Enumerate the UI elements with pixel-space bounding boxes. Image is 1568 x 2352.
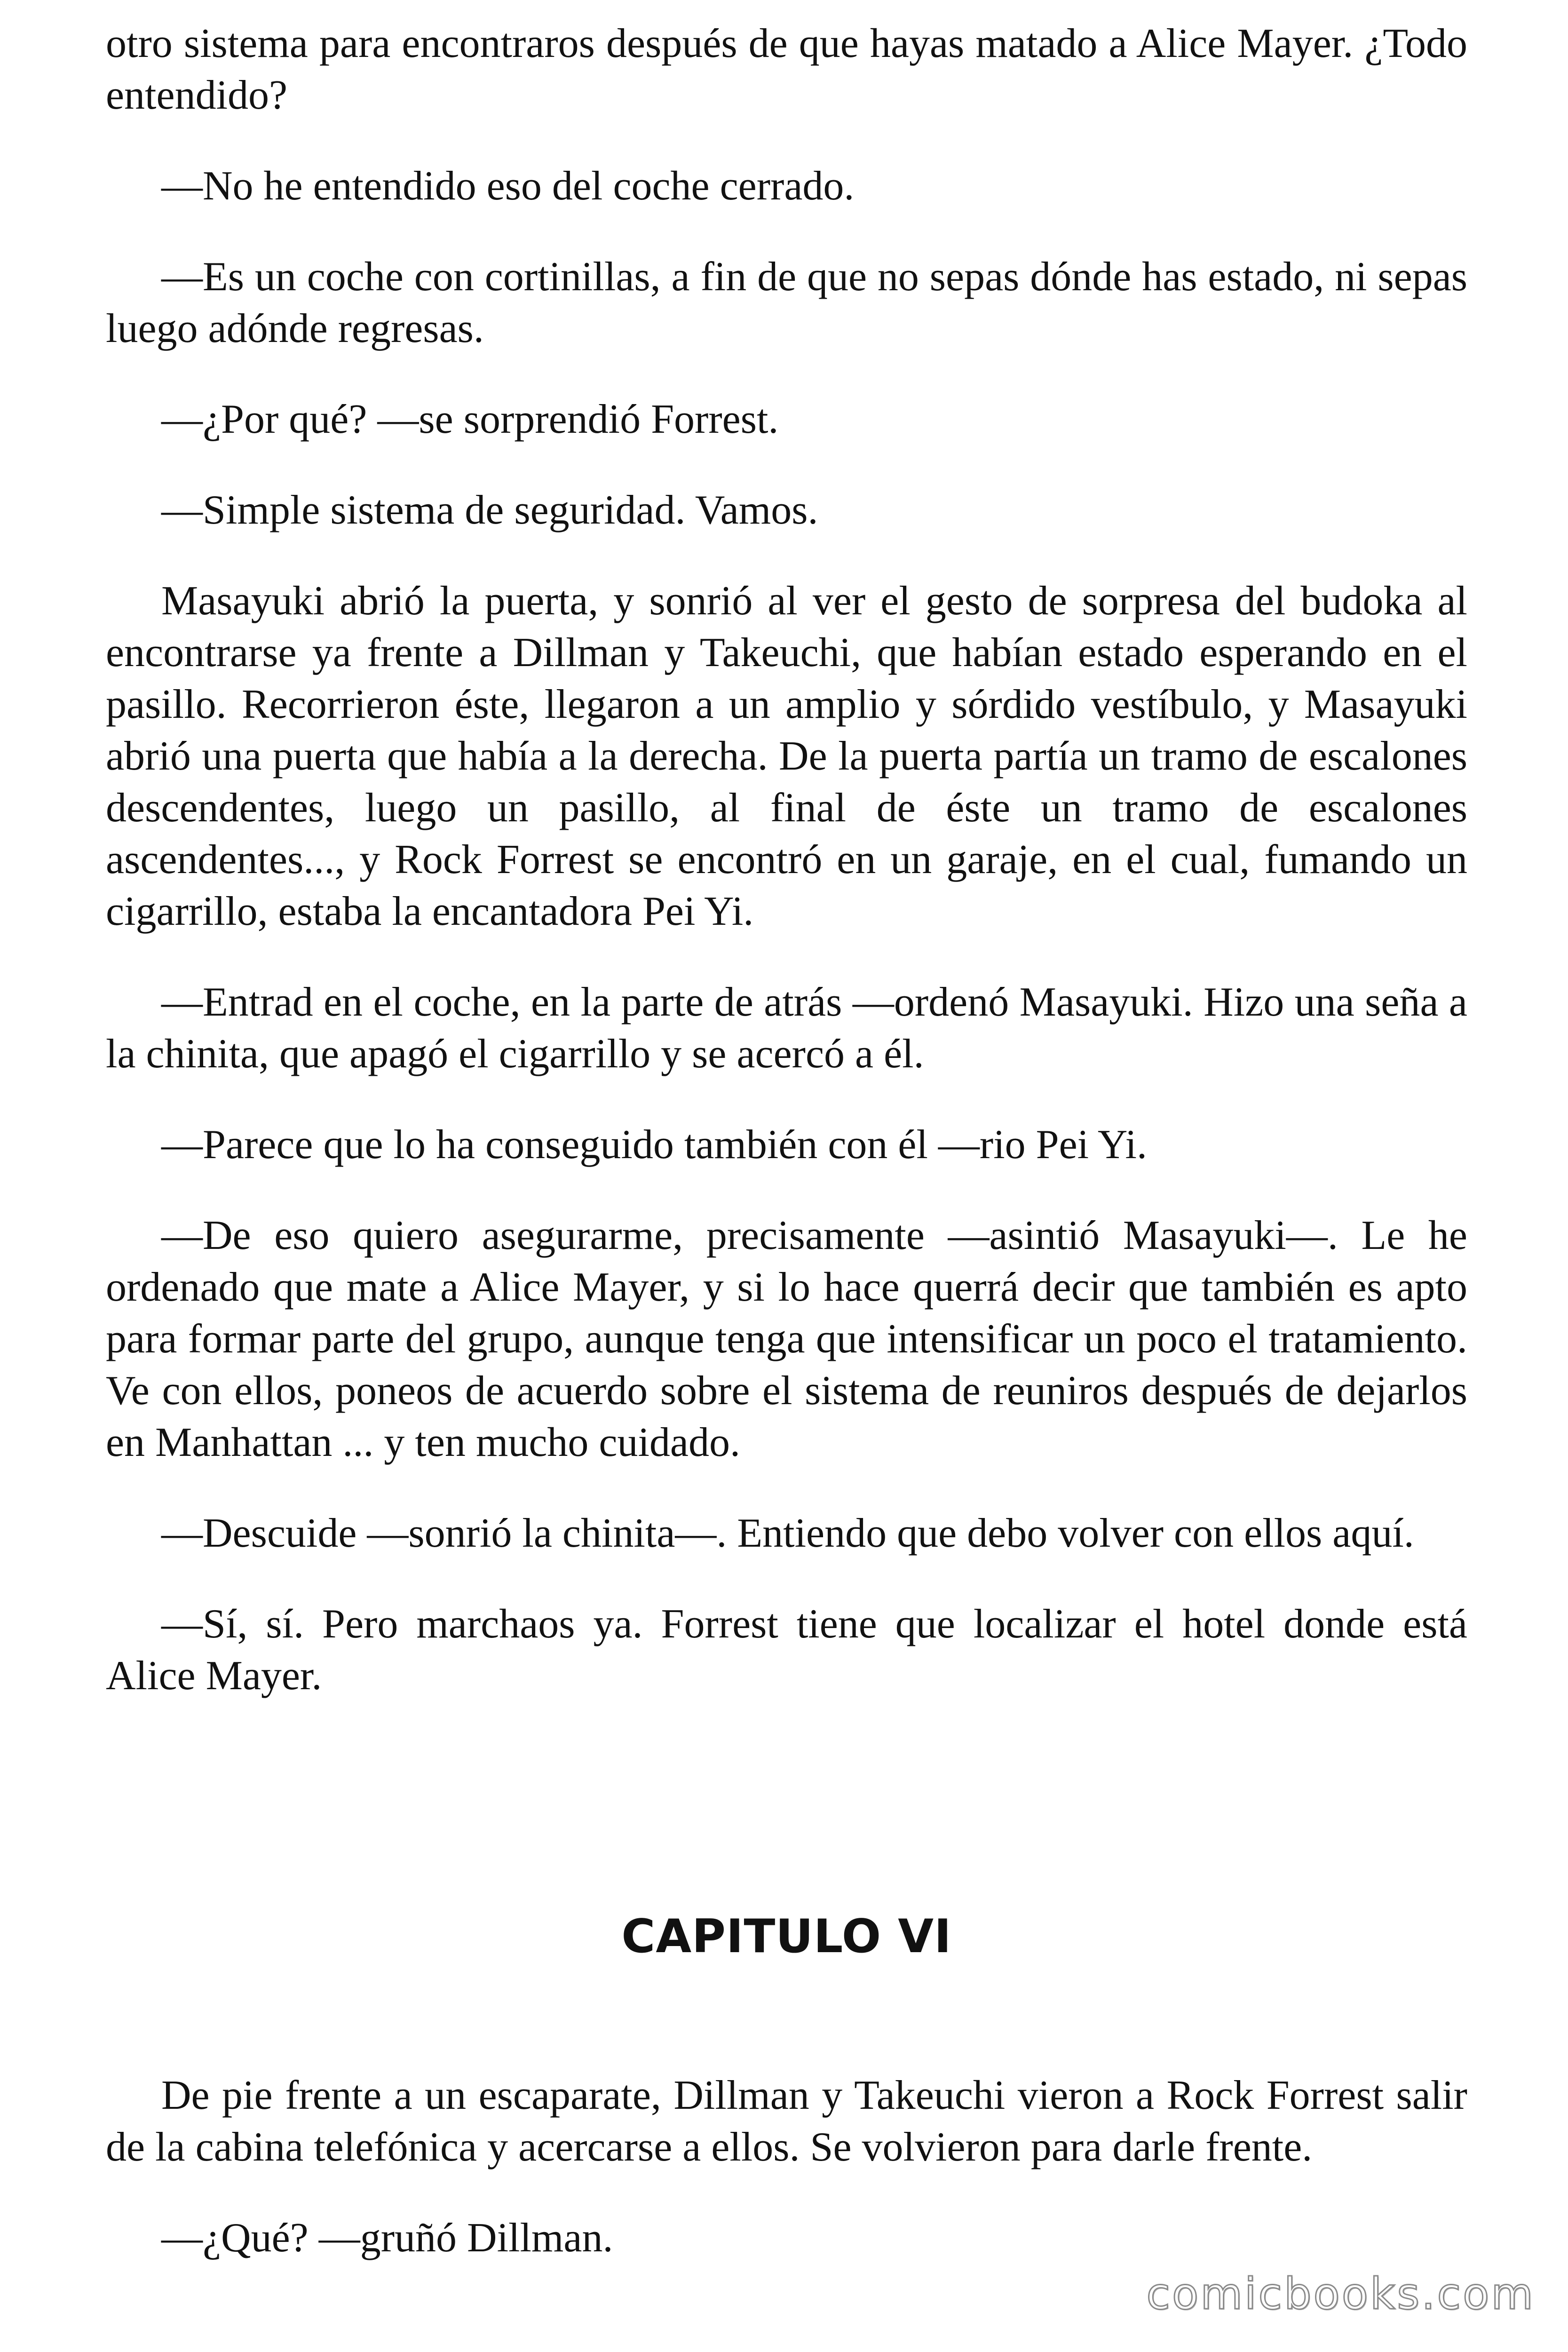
body-text-before-chapter xyxy=(106,18,1467,1741)
paragraph: —¿Por qué? —se sorprendió Forrest. xyxy=(161,397,779,442)
paragraph: —¿Qué? —gruñó Dillman. xyxy=(161,2215,613,2261)
paragraph: —Sí, sí. Pero marchaos ya. Forrest tiene que localizar el hotel donde está Alice Mayer. xyxy=(106,1601,1467,1699)
paragraph: Masayuki abrió la puerta, y sonrió al ver el gesto de sorpresa del budoka al encontrarse ya frente a Dillman y Takeuchi, que habían estado esperando en el pasillo. Recorrieron éste, llegaron a un amplio y sórdido vestíbulo, y Masayuki abrió una puerta que había a la derecha. De la puerta partía un tramo de escalones descendentes, luego un pasillo, al final de éste un tramo de escalones ascendentes..., y Rock Forrest se encontró en un garaje, en el cual, fumando un cigarrillo, estaba la encantadora Pei Yi. xyxy=(106,578,1467,934)
paragraph: —No he entendido eso del coche cerrado. xyxy=(161,163,855,209)
paragraph: otro sistema para encontraros después de que hayas matado a Alice Mayer. ¿Todo entendido? xyxy=(106,21,1467,118)
paragraph: —Parece que lo ha conseguido también con él —rio Pei Yi. xyxy=(161,1122,1147,1168)
watermark-logo: comicbooks.com xyxy=(1146,2269,1535,2319)
body-text-after-chapter xyxy=(106,2070,1467,2303)
paragraph: De pie frente a un escaparate, Dillman y Takeuchi vieron a Rock Forrest salir de la cabina telefónica y acercarse a ellos. Se volvieron para darle frente. xyxy=(106,2073,1467,2170)
paragraph: —Simple sistema de seguridad. Vamos. xyxy=(161,487,818,533)
paragraph: —Descuide —sonrió la chinita—. Entiendo que debo volver con ellos aquí. xyxy=(161,1510,1414,1556)
chapter-title: CAPITULO VI xyxy=(621,1910,952,1963)
paragraph: —Entrad en el coche, en la parte de atrás —ordenó Masayuki. Hizo una seña a la chinita, que apagó el cigarrillo y se acercó a él. xyxy=(106,979,1467,1077)
paragraph: —De eso quiero asegurarme, precisamente —asintió Masayuki—. Le he ordenado que mate a Alice Mayer, y si lo hace querrá decir que también es apto para formar parte del grupo, aunque tenga que intensificar un poco el tratamiento. Ve con ellos, poneos de acuerdo sobre el sistema de reuniros después de dejarlos en Manhattan ... y ten mucho cuidado. xyxy=(106,1213,1467,1465)
paragraph: —Es un coche con cortinillas, a fin de que no sepas dónde has estado, ni sepas luego adónde regresas. xyxy=(106,254,1467,351)
